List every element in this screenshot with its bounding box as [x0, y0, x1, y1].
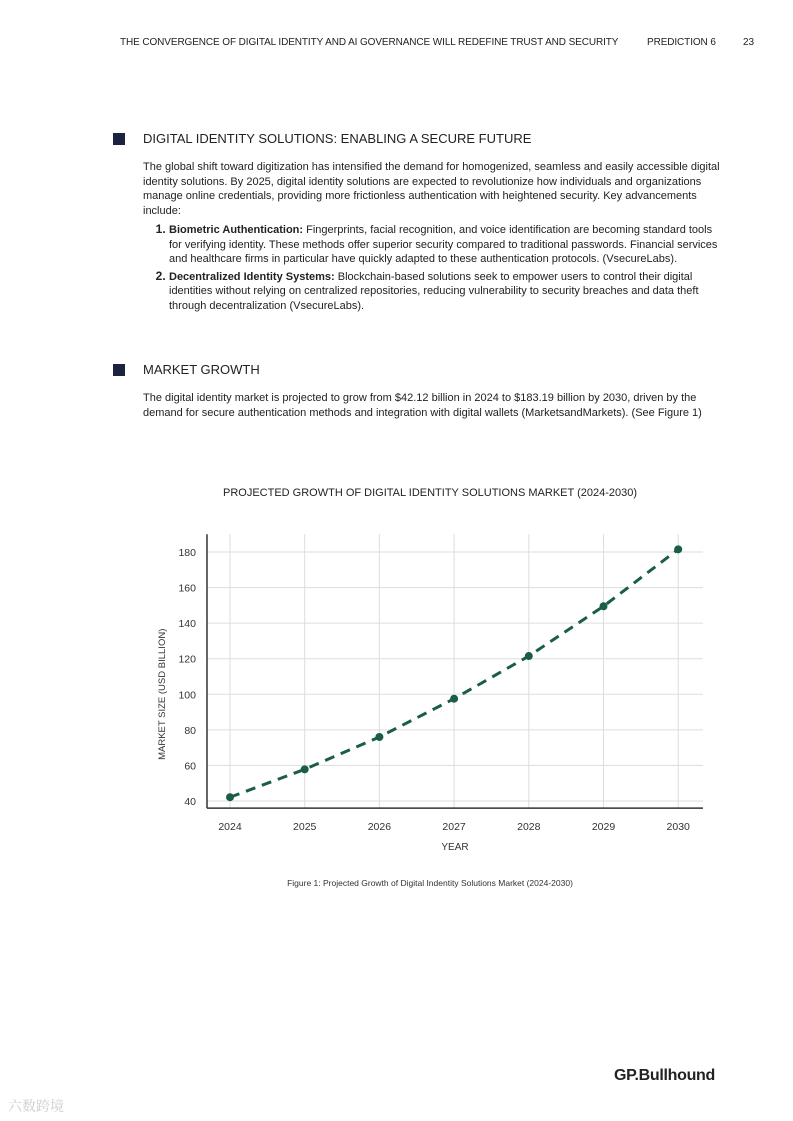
x-axis-label: YEAR [441, 842, 469, 850]
gp-bullhound-logo: GP.Bullhound [614, 1067, 715, 1084]
list-item [169, 269, 723, 314]
section1-body [143, 160, 723, 315]
y-tick-label: 180 [178, 547, 196, 559]
y-axis-label: MARKET SIZE (USD BILLION) [157, 628, 168, 760]
data-point [525, 652, 533, 660]
x-tick-label: 2026 [367, 821, 392, 834]
list-item [169, 222, 723, 267]
section-heading-market-growth [113, 362, 260, 377]
intro-paragraph: The global shift toward digitization has intensified the demand for homogenized, seamless and easily accessible digital identity solutions. By 2025, digital identity solutions are expected to revolutionize how individuals and organizations manage online credentials, providing more frictionless authentication with heightened security. Key advancements include: [143, 161, 720, 217]
section-heading-digital-identity [113, 131, 531, 146]
heading-text: DIGITAL IDENTITY SOLUTIONS: ENABLING A SECURE FUTURE [143, 131, 532, 146]
watermark: 六数跨境 [8, 1098, 64, 1114]
y-tick-label: 60 [184, 760, 196, 773]
running-header-title: THE CONVERGENCE OF DIGITAL IDENTITY AND AI GOVERNANCE WILL REDEFINE TRUST AND SECURITY [120, 37, 619, 48]
bullet-square-icon [113, 364, 125, 376]
x-tick-label: 2028 [517, 821, 541, 834]
running-header-section: PREDICTION 6 [647, 37, 716, 48]
y-tick-label: 40 [184, 796, 196, 808]
figure-caption: Figure 1: Projected Growth of Digital Indentity Solutions Market (2024-2030) [287, 878, 573, 888]
item-title: Decentralized Identity Systems: [169, 270, 335, 283]
page-number: 23 [743, 37, 754, 48]
line-chart [0, 530, 793, 850]
y-tick-label: 120 [178, 653, 196, 666]
data-point [674, 545, 682, 553]
data-point [226, 793, 234, 801]
heading-text: MARKET GROWTH [143, 362, 260, 377]
item-title: Biometric Authentication: [169, 224, 304, 236]
y-tick-label: 100 [178, 689, 196, 702]
bullet-square-icon [113, 133, 125, 145]
market-growth-paragraph: The digital identity market is projected to grow from $42.12 billion in 2024 to $183.19 billion by 2030, driven by the demand for secure authentication methods and integration with digital wallets (MarketsandMarkets). (See Figure 1) [143, 392, 702, 419]
x-tick-label: 2024 [218, 821, 242, 834]
chart-title: PROJECTED GROWTH OF DIGITAL IDENTITY SOLUTIONS MARKET (2024-2030) [223, 487, 637, 499]
x-tick-label: 2025 [293, 821, 317, 834]
x-tick-label: 2029 [591, 821, 616, 834]
y-tick-label: 140 [178, 618, 196, 631]
data-point [600, 602, 608, 610]
y-tick-label: 80 [184, 724, 196, 737]
x-tick-label: 2027 [442, 821, 466, 834]
y-tick-label: 160 [178, 582, 196, 595]
data-point [375, 733, 383, 741]
data-point [450, 695, 458, 703]
x-tick-label: 2030 [666, 821, 690, 834]
item-text: Blockchain-based solutions seek to empower users to control their digital identities without relying on centralized repositories, reducing vulnerability to security breaches and data theft through decentralization (VsecureLabs). [169, 270, 699, 312]
item-text: Fingerprints, facial recognition, and voice identification are becoming standard tools for verifying identity. These methods offer superior security compared to traditional passwords. Financial services and healthcare firms in particular have quickly adapted to these authentication protocols. (VsecureLabs). [169, 224, 718, 265]
advancements-list [143, 222, 723, 313]
data-point [301, 765, 309, 773]
